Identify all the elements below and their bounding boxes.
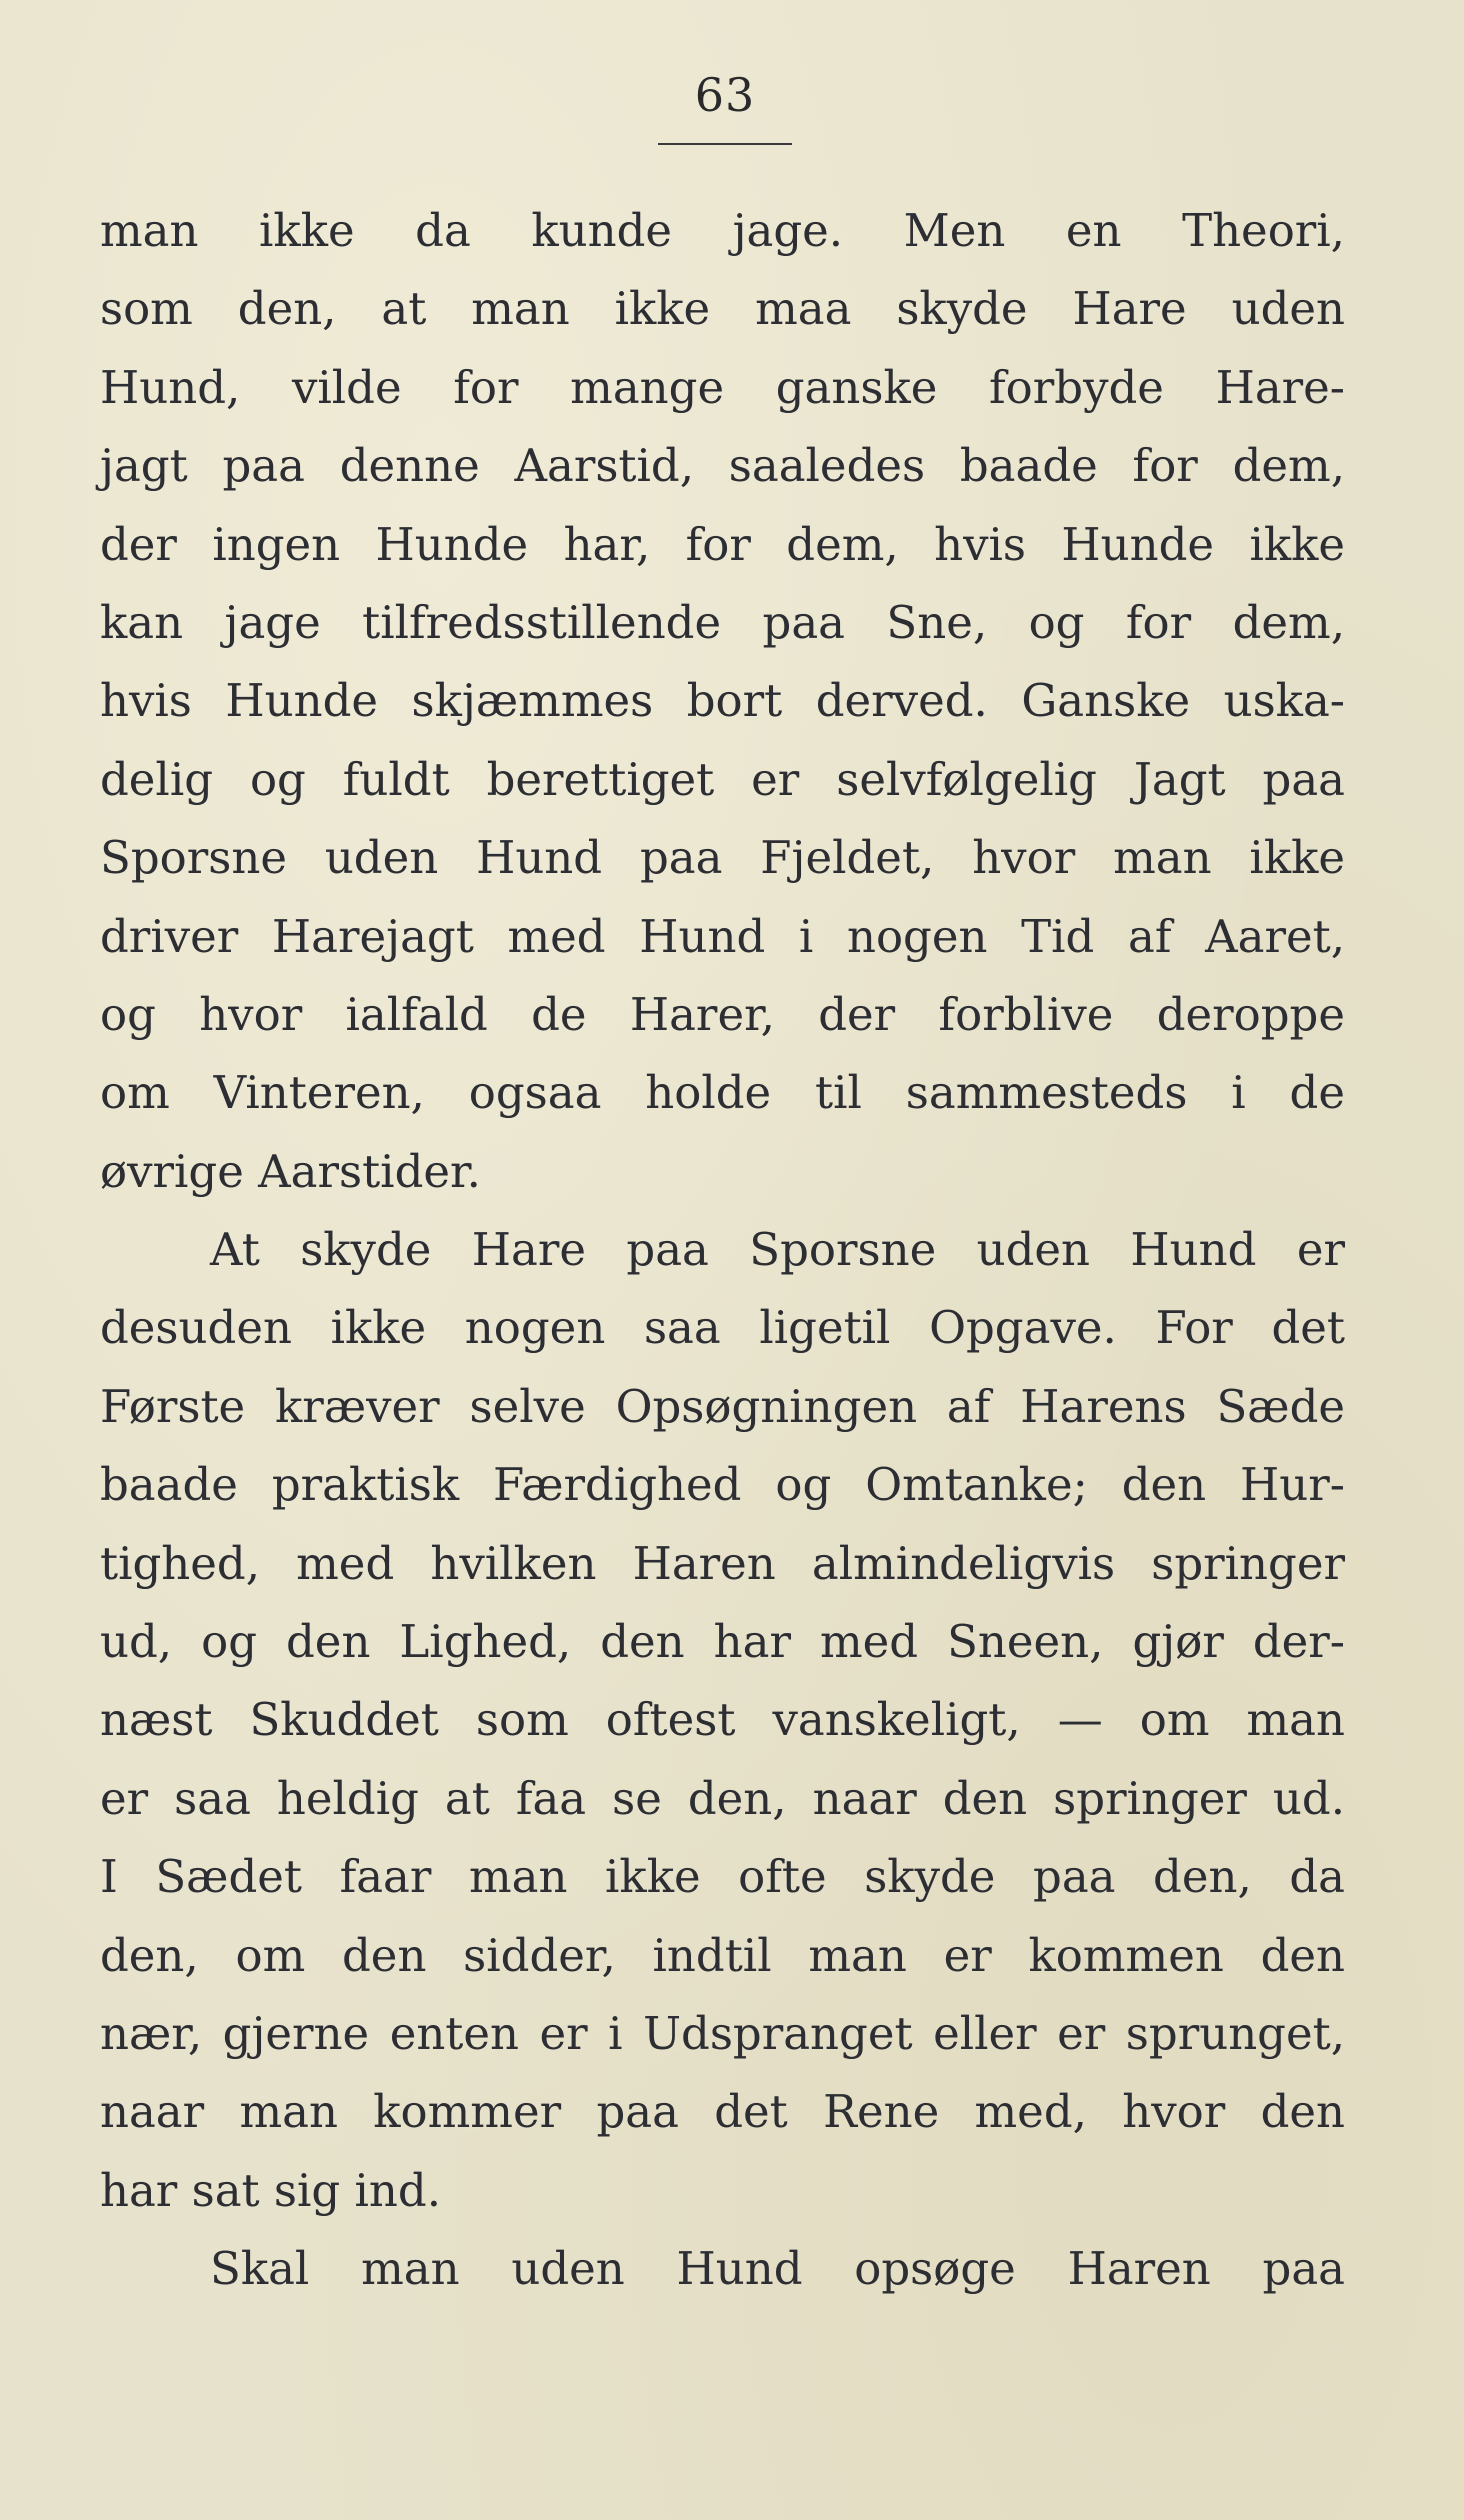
text-line: nær, gjerne enten er i Udspranget eller er sprunget, [100,2006,1345,2060]
text-line: Skal man uden Hund opsøge Haren paa [210,2242,1345,2296]
text-line: har sat sig ind. [100,2163,442,2217]
text-line: jagt paa denne Aarstid, saaledes baade for dem, [100,439,1345,493]
text-line: næst Skuddet som oftest vanskeligt, — om man [100,1693,1345,1747]
text-line: ud, og den Lighed, den har med Sneen, gjør der- [100,1615,1345,1669]
text-line: Hund, vilde for mange ganske forbyde Hare- [100,360,1345,414]
text-line: I Sædet faar man ikke ofte skyde paa den, da [100,1850,1345,1904]
text-line: baade praktisk Færdighed og Omtanke; den Hur- [100,1458,1345,1512]
text-line: om Vinteren, ogsaa holde til sammesteds i de [100,1066,1345,1120]
text-line: den, om den sidder, indtil man er kommen den [100,1928,1345,1982]
page-number: 63 [694,68,756,122]
text-line: desuden ikke nogen saa ligetil Opgave. For det [100,1301,1345,1355]
text-line: Sporsne uden Hund paa Fjeldet, hvor man ikke [100,831,1345,885]
text-line: som den, at man ikke maa skyde Hare uden [100,282,1345,336]
text-line: hvis Hunde skjæmmes bort derved. Ganske uska- [100,674,1345,728]
text-line: delig og fuldt berettiget er selvfølgelig Jagt paa [100,752,1345,806]
text-line: øvrige Aarstider. [100,1144,481,1198]
text-line: At skyde Hare paa Sporsne uden Hund er [210,1223,1345,1277]
text-line: kan jage tilfredsstillende paa Sne, og for dem, [100,595,1345,649]
text-line: og hvor ialfald de Harer, der forblive deroppe [100,987,1345,1041]
text-line: der ingen Hunde har, for dem, hvis Hunde ikke [100,517,1345,571]
text-line: er saa heldig at faa se den, naar den springer ud. [100,1771,1345,1825]
body-text [100,192,1345,2309]
text-line: tighed, med hvilken Haren almindeligvis springer [100,1536,1345,1590]
text-line: Første kræver selve Opsøgningen af Harens Sæde [100,1379,1345,1433]
text-line: driver Harejagt med Hund i nogen Tid af Aaret, [100,909,1345,963]
text-line: naar man kommer paa det Rene med, hvor den [100,2085,1345,2139]
page-number-rule [658,143,792,145]
text-line: man ikke da kunde jage. Men en Theori, [100,204,1345,257]
